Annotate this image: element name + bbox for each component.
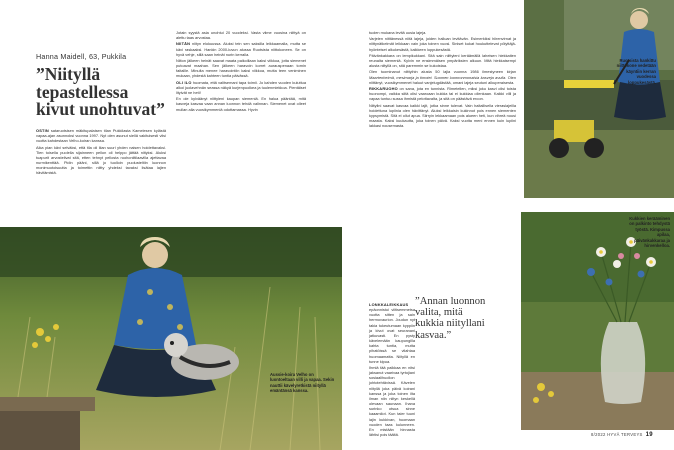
mower-photo-caption: Ruotsista hankittu niittokone vedetään käyntiin kerran vuodessa loppukesästä. (616, 58, 656, 85)
paragraph: Päivänkakkara on lempikukkani. Sitä sain niittyleni keräämällä laheisen hiekkatien reunalta siemeniä. Kylvin ne ensimmäisen ympäriksien alkuun. Mitä hiekkaisempi alusta niityllä on, sitä paremmin se kukoistaa. (369, 52, 516, 69)
body-column-3 (369, 30, 516, 129)
mower-photo (524, 0, 674, 198)
page-number: 19 (645, 432, 653, 438)
body-column-2 (176, 30, 306, 113)
body-column-1 (36, 128, 166, 177)
body-column-lonkka (369, 302, 415, 438)
issue-label: 8/2022 HYVÄ TERVEYS (591, 432, 643, 437)
byline: Hanna Maidell, 63, Pukkila (36, 52, 127, 61)
paragraph: Varjelen niittänessä niitä lajeja, joiden halluan levitävän. Esimerkiksi hiirenvirnat ja niittynätkelmät leikkaan vain joka toinen vuosi. Siniset kukat houkuttelevat pölyttäjä-hyönteiset alkukesästä, kaikkeen loppukesästä. (369, 36, 516, 52)
paragraph: LONKKALEIKKAUS epäonnistui viitisemmetsa vuotta sitten ja sain hermovaurion. Joudun nyt takia tukeutumaan kyppiin ja kivut ovat seuranani jatkuvasti. En pysty kävelemään kaupungilla kahta tuntia, mutta pihatöissä se vilahtaa huomaamatta. Niityllä en tunne kipua. (369, 302, 415, 364)
paragraph: OSTIN sataruotsisen mäkitupalaisen tilan Pukkilasta Kamelesen kylästä vapaa-ajan asunnoksi vuonna 1997. Nyt olen asunut siellä vakituisesti viisi vuotta kahdestaan Velho-koiran kanssa. (36, 128, 166, 144)
woman-with-dog-photo (0, 227, 342, 450)
page-footer (591, 432, 653, 438)
dog-photo-caption: Aussie-koira Velho on luontoeltaan villi ja vapaa. Sekin nauttii kävelyretkistä niityllä emäntänsä kanssa. (270, 372, 335, 394)
paragraph: OLI ILO huomata, että valitsemani tapa toimii. Jo kahden vuoden kuluttua alkoi juolavehnän seassa näkyä kurjenpuolkea ja tuulenmiekkoa. Pientäiset lityivät ne heti! (176, 79, 306, 95)
pull-quote: ”Annan luonnon valita, mitä kukkia niityllani kasvaa.” (415, 296, 486, 341)
paragraph: Jotain syystä asia unohtui 20 vuodeksi. Vasta viime vuosina niittyä on alettu taas arvostaa. (176, 30, 306, 41)
paragraph: Ihmiä tää paikkaa en nitsi jaksanut vaarivaa tyrtojiani sosiaalihuollon johtotehtävissä. Kävelen niityllä joka päivä koirani kanssa ja joka toinen ilta ilman niin niityn keskellä olevaan saunaan. Ihana surinko otsua sinne kaaamilot. Kun taier tuuni lajin kukkivan, huomaan vuoden taas kulunneen. En mistään hinnasta lähtisi pois täältä. (369, 364, 415, 437)
paragraph: En ole kylväänyt niittyleni kaupan siemeniä. En halua pääntää, mitä kasveja kasvaa vaan annan luonnon tehdä valinnan. Siemenet ovat olleet mullan alla vuosikymmeniä odottamassa. Hyvin (176, 96, 306, 112)
paragraph: Aika pian kävi selväksi, että tila oli liian suuri yhden naisen hoidettavaksi. Tien toisella puolella sijainneen pellon oli helppo jättää niityksi. Aluksi tuapurit arvostelivat sitä, etten tehnyt pellosta ruohoniitilaavilla ajettavaa nurmikenttää. Pidin pääni, sillä jo tuolloin puolusteltiin luonnon monimuotoisuutta ja toimettin niitty yhdeksi tavaksi lisätaa lajien hävitämistä. (36, 144, 166, 176)
paragraph: RIKKARUOHO on sana, jota en tunnista. Rimetellen, miksi joku kasvi olisi toista huonompi, vaikka siitä olisi vaaroaan kukkia tai ei kukkiaa ollenkaan. Kaikki villi ja vapaa tuntuu sussa ihmistä pelottavalta, ja sitä on päästävä eroon. (369, 85, 516, 102)
paragraph: tuolen mukana levitä uusia lajeja. (369, 30, 427, 35)
bouquet-photo-caption: Kukkien kerääminen on palkinto tehdystä työstä. Kimpussa apilaa, päivänkakkaraa ja hirvenkelloa. (629, 216, 670, 249)
paragraph: NIITÄN niityn elokuussa. Aluksi tein sen saksilla leikkaamalla, mutta se kävi raskaaksi. Hankin 2000-luvun alussa Ruotsista niittokoneen. Se on hyvä vehje, sillä saan heinät nurin kerralla. (176, 41, 306, 57)
article-headline: ”Niityllä tepastellessa kivut unohtuvat” (36, 64, 165, 119)
paragraph: Niiton jälkeen heinät saavat maata paikoillaan kaksi viikkoa, jotta siemenet putoavat maahan. Sen jälkeen haravoin korret aurauspenaan tomin faitallle. Minulta menee haravointiin kaksi viikkoa, mutta teen veniminen mukaan, yhdestä kahteen tuntia päivässä. (176, 57, 306, 79)
paragraph: Niityllni saavat kasvaa kaikki lajit, jotka sinne tulevat. Vain haitallisella vieraslajeilla hoidettuna lupiinia olen hävittänyt. Aluksi leikkaisin kukinnot pois ennen siementen kypsymistä. Sitä ei ollut apua. Siirryin lekkaamaan pois alueen heti, kun vihreä nousi maasta. Kaksi kuukautta, joka toinen päivä. Kaksi vuotta meni ennen kuin lupiini lakkasi nousemasta. (369, 102, 516, 129)
paragraph: Olen tuominanut niittyihin alusta 50 lajia vuonna 1986 ilmestyneen kirjan Maartenheimä, mesimarja ja timotei. Suomen luonnonmonaisia kasveja avulla. Olen niittänyt, vuosikymmenet haluut vanjelugdästää, omani lajeja seutuni alkuperaisesta. (369, 69, 516, 85)
